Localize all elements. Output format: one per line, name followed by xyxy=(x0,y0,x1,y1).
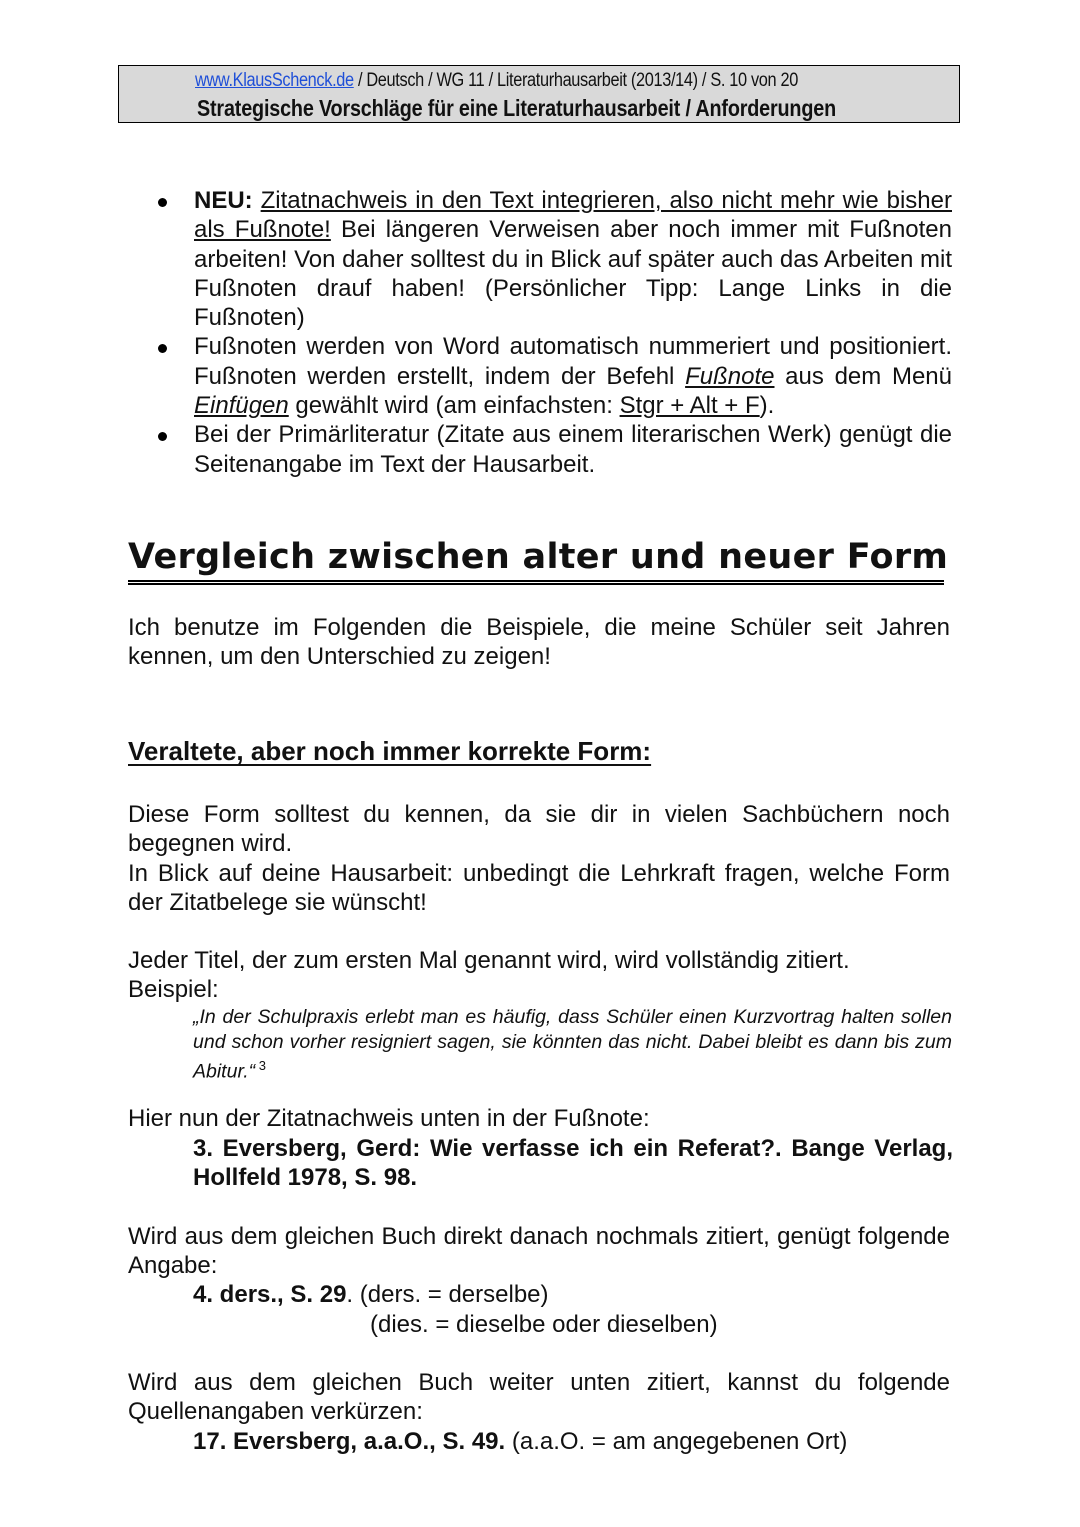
website-link[interactable]: www.KlausSchenck.de xyxy=(195,70,354,91)
neu-label: NEU: xyxy=(194,187,253,214)
paragraph-line: Beispiel: xyxy=(128,976,219,1004)
header-meta: / Deutsch / WG 11 / Literaturhausarbeit (2013/14) / S. 10 von 20 xyxy=(353,70,798,91)
subsection-heading: Veraltete, aber noch immer korrekte Form: xyxy=(128,736,652,766)
intro-paragraph: Ich benutze im Folgenden die Beispiele, die meine Schüler seit Jahren kennen, um den Unterschied zu zeigen! xyxy=(128,614,950,671)
reference-full: 3. Eversberg, Gerd: Wie verfasse ich ein Referat?. Bange Verlag, Hollfeld 1978, S. 98. xyxy=(193,1135,953,1192)
reference-aao xyxy=(193,1427,953,1456)
example-quote xyxy=(193,1005,952,1084)
paragraph-nochmals: Wird aus dem gleichen Buch direkt danach nochmals zitiert, genügt folgende Angabe: xyxy=(128,1223,950,1280)
footnote-marker: 3 xyxy=(255,1058,266,1074)
neu-rest-text: Bei längeren Verweisen aber noch immer mit Fußnoten arbeiten! Von daher solltest du in Blick auf später auch das Arbeiten mit Fußnoten drauf haben! (Persönlicher Tipp: Lange Links in die Fußnoten) xyxy=(194,216,952,332)
neu-underlined-text: Zitatnachweis in den Text integrieren, also nicht mehr wie bisher als Fußnote! xyxy=(194,187,952,244)
reference-ders-bold: 4. ders., S. 29 xyxy=(193,1281,347,1308)
paragraph-line: In Blick auf deine Hausarbeit: unbedingt die Lehrkraft fragen, welche Form der Zitatbelege sie wünscht! xyxy=(128,859,950,917)
bullet-list xyxy=(150,186,952,479)
paragraph-kennen xyxy=(128,800,950,918)
bullet-item-primaerliteratur xyxy=(150,420,952,479)
bullet-text: gewählt wird (am einfachsten: xyxy=(288,392,620,420)
fussnote-command: Fußnote xyxy=(685,362,775,390)
quote-text: „In der Schulpraxis erlebt man es häufig, dass Schüler einen Kurzvortrag halten sollen und schon vorher resigniert sagen, sie könnten das nicht. Dabei bleibt es dann bis zum Abitur.“ xyxy=(193,1006,952,1083)
paragraph-titel xyxy=(128,946,950,1005)
bullet-item-fussnoten xyxy=(150,332,952,420)
reference-aao-note: (a.a.O. = am angegebenen Ort) xyxy=(505,1428,848,1455)
reference-dies: (dies. = dieselbe oder dieselben) xyxy=(370,1311,718,1338)
bullet-text: Bei der Primärliteratur (Zitate aus einem literarischen Werk) genügt die Seitenangabe im Text der Hausarbeit. xyxy=(194,421,952,478)
bullet-dot xyxy=(158,432,167,441)
section-heading: Vergleich zwischen alter und neuer Form xyxy=(128,534,944,585)
paragraph-line: Diese Form solltest du kennen, da sie dir in vielen Sachbüchern noch begegnen wird. xyxy=(128,801,950,858)
header-meta-line xyxy=(195,70,798,92)
reference-aao-bold: 17. Eversberg, a.a.O., S. 49. xyxy=(193,1428,506,1455)
bullet-item-neu xyxy=(150,186,952,332)
page-header xyxy=(118,65,960,123)
bullet-dot xyxy=(158,344,167,353)
paragraph-line: Jeder Titel, der zum ersten Mal genannt wird, wird vollständig zitiert. xyxy=(128,947,850,974)
bullet-text: ). xyxy=(759,392,775,420)
shortcut-text: Stgr + Alt + F xyxy=(619,392,760,420)
reference-ders xyxy=(193,1280,953,1309)
bullet-text: Fußnoten werden von Word automatisch nummeriert und positioniert. Fußnoten werden erstellt, indem der Befehl xyxy=(194,333,952,390)
reference-ders-note: . (ders. = derselbe) xyxy=(346,1281,549,1308)
paragraph-fussnote: Hier nun der Zitatnachweis unten in der Fußnote: xyxy=(128,1105,650,1132)
header-title: Strategische Vorschläge für eine Literaturhausarbeit / Anforderungen xyxy=(197,95,836,121)
einfuegen-menu: Einfügen xyxy=(194,392,289,420)
bullet-dot xyxy=(158,198,167,207)
bullet-text: aus dem Menü xyxy=(774,362,952,390)
paragraph-weiter-unten: Wird aus dem gleichen Buch weiter unten zitiert, kannst du folgende Quellenangaben verkürzen: xyxy=(128,1369,950,1426)
